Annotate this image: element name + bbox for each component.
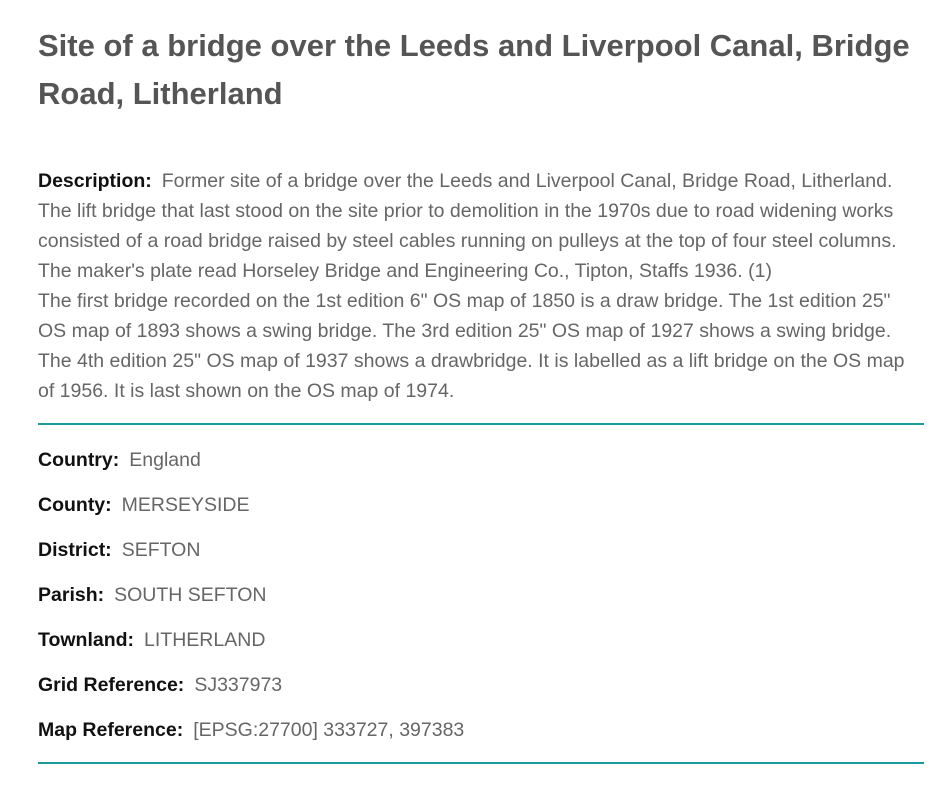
field-county (38, 490, 924, 535)
page-title: Site of a bridge over the Leeds and Liverpool Canal, Bridge Road, Litherland (38, 28, 910, 111)
field-townland (38, 625, 924, 670)
field-label: Townland: (38, 629, 135, 651)
field-label: Map Reference: (38, 719, 184, 741)
field-value: MERSEYSIDE (121, 494, 250, 516)
field-value: SEFTON (121, 539, 201, 561)
field-label: Country: (38, 449, 120, 471)
field-label: District: (38, 539, 112, 561)
section-divider-top (38, 423, 924, 425)
description-section (38, 166, 924, 406)
description-paragraph-1 (38, 166, 924, 286)
field-district (38, 535, 924, 580)
field-country (38, 445, 924, 490)
field-grid-reference (38, 670, 924, 715)
description-paragraph-2: The first bridge recorded on the 1st edition 6" OS map of 1850 is a draw bridge. The 1st edition 25" OS map of 1893 shows a swing bridge. The 3rd edition 25" OS map of 1927 shows a swing bridge. The 4th edition 25" OS map of 1937 shows a drawbridge. It is labelled as a lift bridge on the OS map of 1956. It is last shown on the OS map of 1974. (38, 290, 905, 402)
record-fields (38, 445, 924, 760)
section-divider-bottom (38, 762, 924, 764)
field-map-reference (38, 715, 924, 760)
field-value: LITHERLAND (144, 629, 266, 651)
description-text-1: Former site of a bridge over the Leeds and Liverpool Canal, Bridge Road, Litherland. The lift bridge that last stood on the site prior to demolition in the 1970s due to road widening works consisted of a road bridge raised by steel cables running on pulleys at the top of four steel columns. The maker's plate read Horseley Bridge and Engineering Co., Tipton, Staffs 1936. (1) (38, 170, 897, 282)
record-page (38, 0, 924, 764)
field-value: [EPSG:27700] 333727, 397383 (193, 719, 465, 741)
field-value: England (129, 449, 201, 471)
field-label: County: (38, 494, 112, 516)
field-label: Parish: (38, 584, 105, 606)
description-label: Description: (38, 170, 152, 192)
field-value: SOUTH SEFTON (114, 584, 267, 606)
field-value: SJ337973 (194, 674, 283, 696)
field-label: Grid Reference: (38, 674, 185, 696)
field-parish (38, 580, 924, 625)
